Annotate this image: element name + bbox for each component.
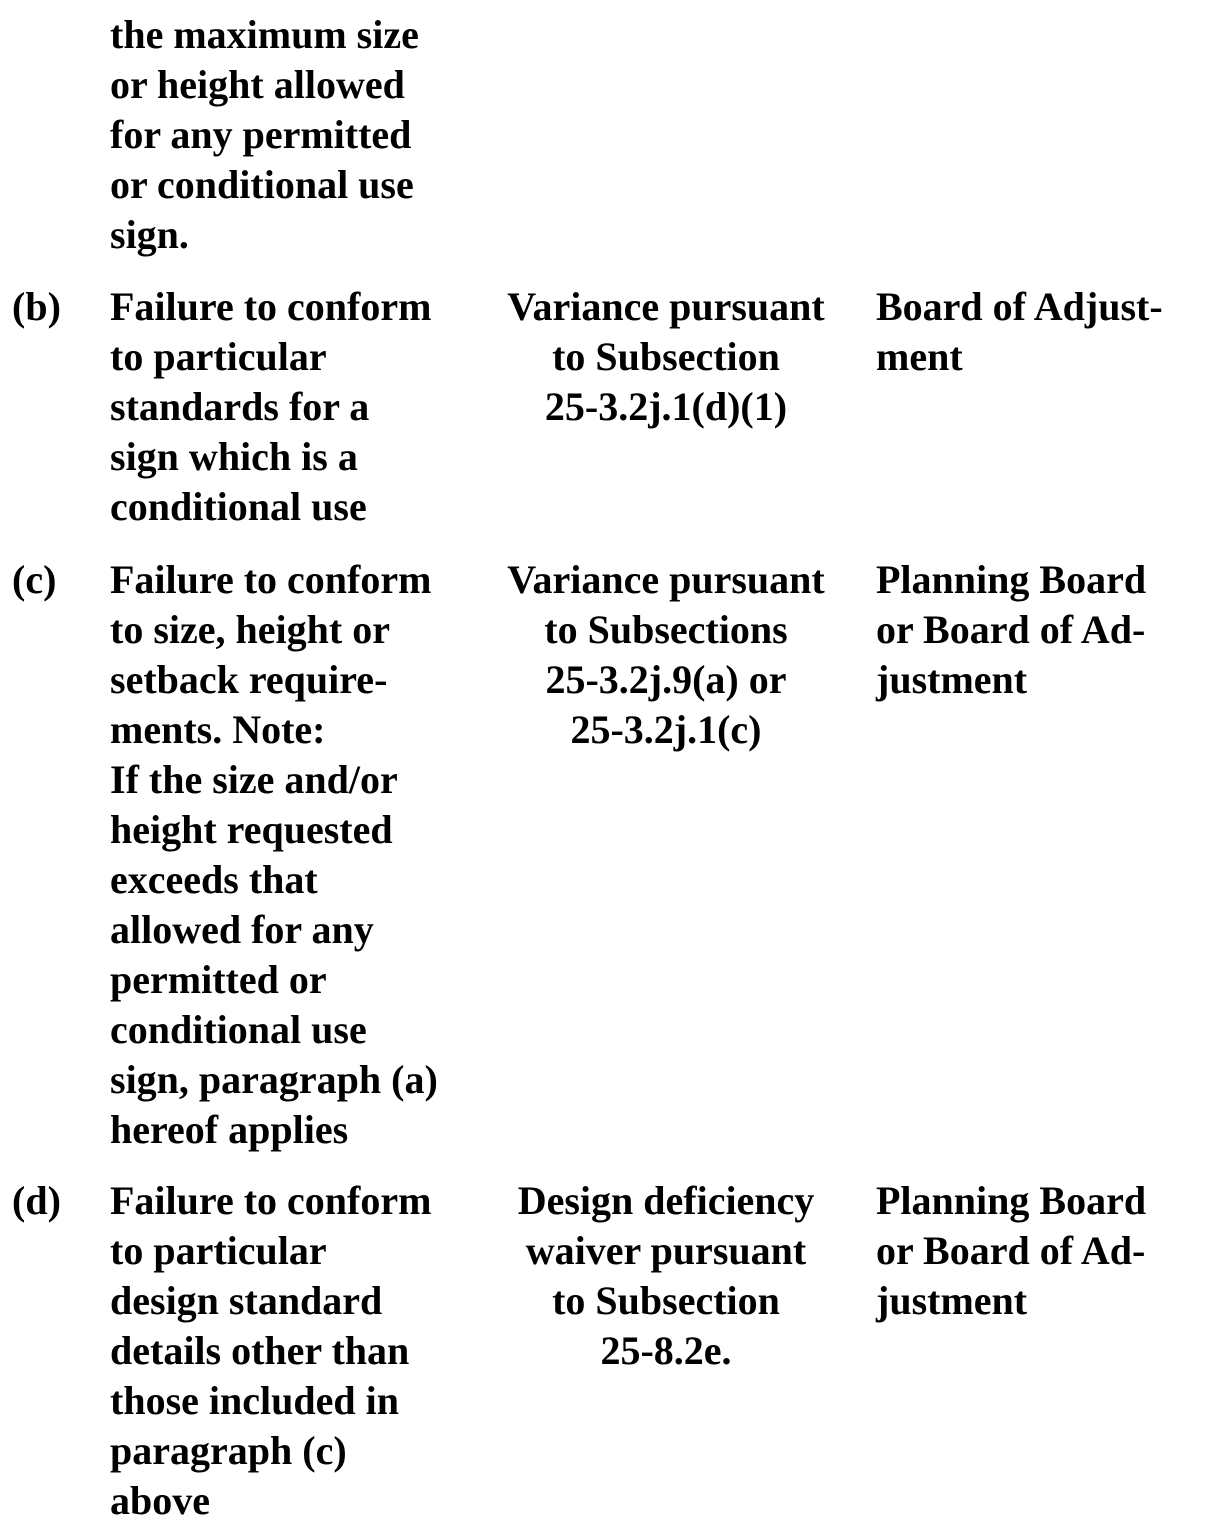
condition-text: Failure to conform to particular design standard details other than those included in paragraph (c) above xyxy=(110,1178,432,1523)
row-label: (b) xyxy=(12,284,61,329)
remedy-text: Variance pursuant to Subsections 25-3.2j.9(a) or 25-3.2j.1(c) xyxy=(507,557,825,752)
board-text: Planning Board or Board of Ad- justment xyxy=(876,557,1147,702)
condition-text: the maximum size or height allowed for any permitted or conditional use sign. xyxy=(110,12,419,257)
remedy-text: Design deficiency waiver pursuant to Subsection 25-8.2e. xyxy=(517,1178,815,1373)
row-label: (c) xyxy=(12,557,57,602)
condition-text: Failure to conform to particular standards for a sign which is a conditional use xyxy=(110,284,432,529)
board-text: Planning Board or Board of Ad- justment xyxy=(876,1178,1147,1323)
remedy-text: Variance pursuant to Subsection 25-3.2j.1(d)(1) xyxy=(507,284,825,429)
condition-text: Failure to conform to size, height or setback require- ments. Note: If the size and/or height requested exceeds that allowed for any permitted or conditional use sign, paragraph (a) hereof applies xyxy=(110,557,438,1152)
row-label: (d) xyxy=(12,1178,61,1223)
board-text: Board of Adjust- ment xyxy=(876,284,1163,379)
